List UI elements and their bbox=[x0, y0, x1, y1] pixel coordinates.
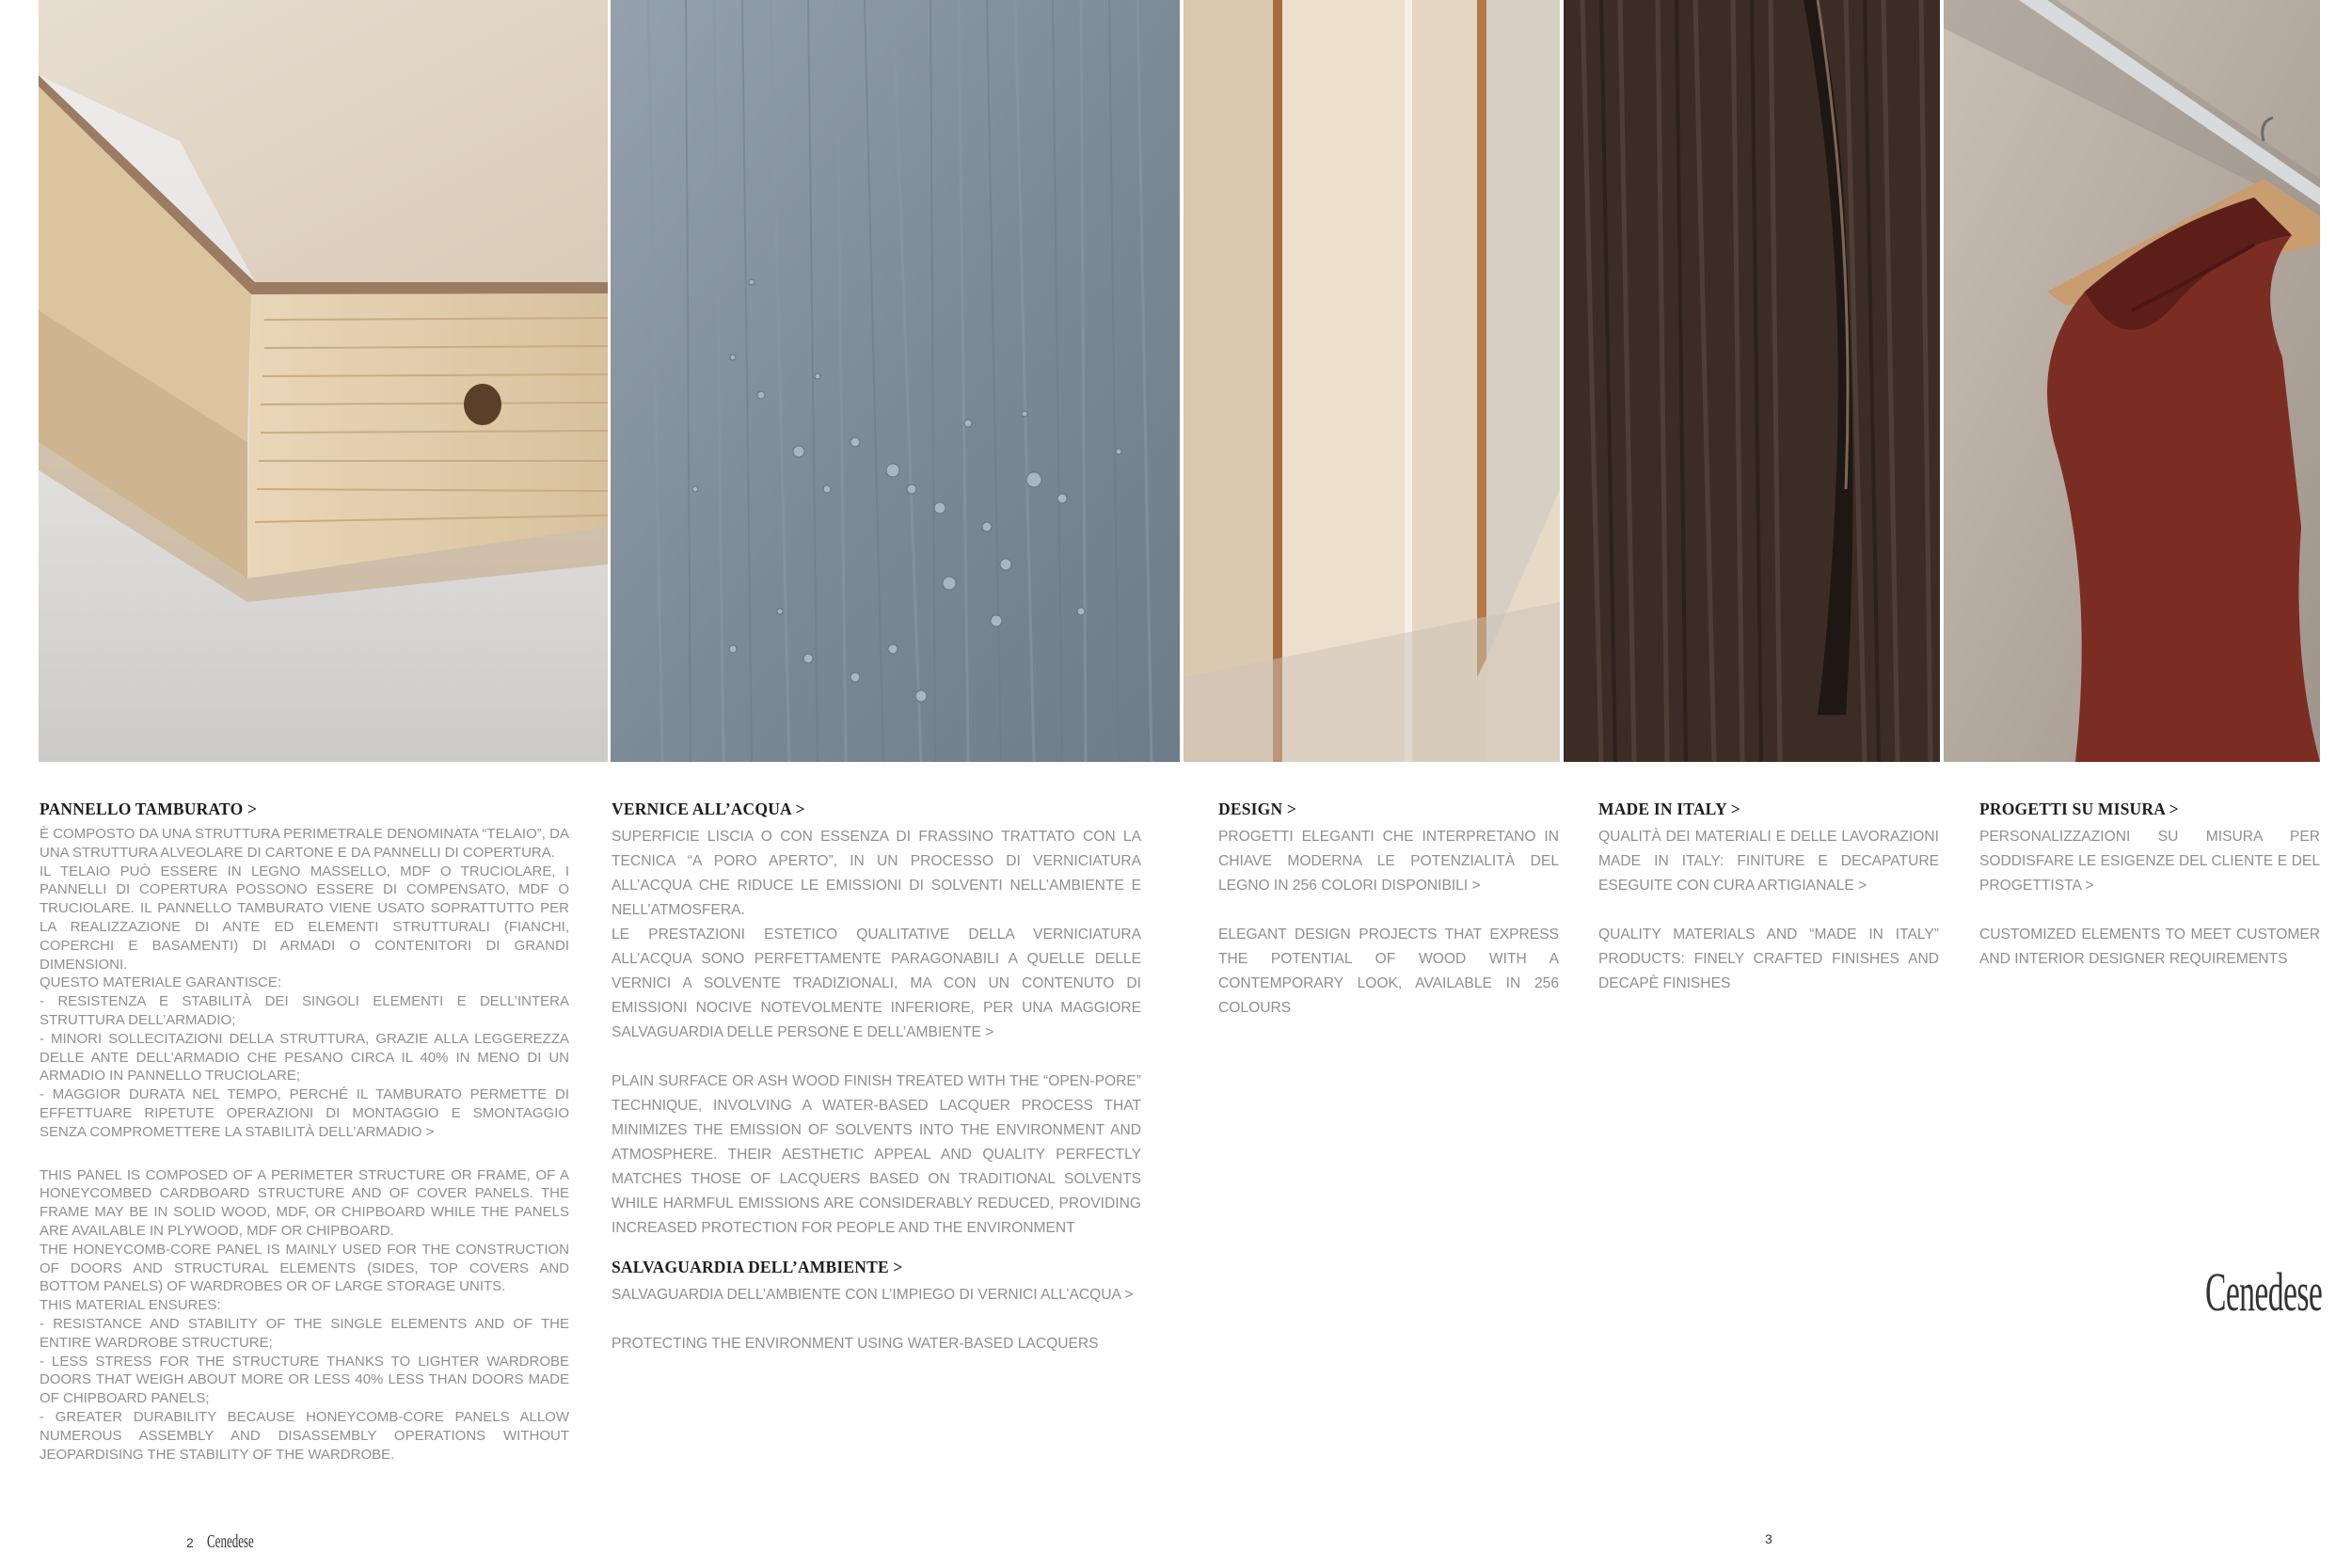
text-vernice-it: SUPERFICIE LISCIA O CON ESSENZA DI FRASSINO TRATTATO CON LA TECNICA “A PORO APERTO”, IN UN PROCESSO DI VERNICIATURA ALL’ACQUA CHE RIDUCE LE EMISSIONI DI SOLVENTI NELL’AMBIENTE E NELL’ATMOSFERA. LE PRESTAZIONI ESTETICO QUALITATIVE DELLA VERNICIATURA ALL’ACQUA SONO PERFETTAMENTE PARAGONABILI A QUELLE DELLE VERNICI A SOLVENTE TRADIZIONALI, MA CON UN CONTENUTO DI EMISSIONI NOCIVE NOTEVOLMENTE INFERIORE, PER UNA MAGGIORE SALVAGUARDIA DELLE PERSONE E DELL’AMBIENTE > bbox=[612, 829, 1141, 1040]
photo-dark-wood-grain bbox=[1564, 0, 1940, 762]
photo-red-dress-hanger bbox=[1944, 0, 2320, 762]
heading-progetti-su-misura: PROGETTI SU MISURA > bbox=[1979, 800, 2179, 818]
text-salvaguardia-it: SALVAGUARDIA DELL’AMBIENTE CON L’IMPIEGO DI VERNICI ALL’ACQUA > bbox=[612, 1287, 1134, 1303]
text-salvaguardia-en: PROTECTING THE ENVIRONMENT USING WATER-BASED LACQUERS bbox=[612, 1336, 1099, 1352]
text-progetti-it: PERSONALIZZAZIONI SU MISURA PER SODDISFARE LE ESIGENZE DEL CLIENTE E DEL PROGETTISTA > bbox=[1979, 829, 2320, 894]
spacer bbox=[1218, 898, 1559, 923]
text-vernice-en: PLAIN SURFACE OR ASH WOOD FINISH TREATED WITH THE “OPEN-PORE” TECHNIQUE, INVOLVING A WATER-BASED LACQUER PROCESS THAT MINIMIZES THE EMISSION OF SOLVENTS INTO THE ENVIRONMENT AND ATMOSPHERE. THEIR AESTHETIC APPEAL AND QUALITY PERFECTLY MATCHES THOSE OF LACQUERS BASED ON TRADITIONAL SOLVENTS WHILE HARMFUL EMISSIONS ARE CONSIDERABLY REDUCED, PROVIDING INCREASED PROTECTION FOR PEOPLE AND THE ENVIRONMENT bbox=[612, 1073, 1141, 1236]
spacer bbox=[612, 1241, 1141, 1258]
text-made-in-italy-it: QUALITÀ DEI MATERIALI E DELLE LAVORAZIONI MADE IN ITALY: FINITURE E DECAPATURE ESEGUITE CON CURA ARTIGIANALE > bbox=[1598, 829, 1939, 894]
photo-wardrobe-doors bbox=[1184, 0, 1560, 762]
column-vernice-acqua bbox=[612, 800, 1141, 1356]
heading-pannello-tamburato: PANNELLO TAMBURATO > bbox=[40, 800, 258, 818]
text-progetti-en: CUSTOMIZED ELEMENTS TO MEET CUSTOMER AND INTERIOR DESIGNER REQUIREMENTS bbox=[1979, 927, 2320, 967]
page-number-right: 3 bbox=[1765, 1531, 1772, 1546]
brand-logo: Cenedese bbox=[2204, 1261, 2322, 1323]
footer-left bbox=[186, 1531, 278, 1553]
text-pannello-it: È COMPOSTO DA UNA STRUTTURA PERIMETRALE DENOMINATA “TELAIO”, DA UNA STRUTTURA ALVEOLARE DI CARTONE E DA PANNELLI DI COPERTURA. IL TELAIO PUÒ ESSERE IN LEGNO MASSELLO, MDF O TRUCIOLARE, I PANNELLI DI COPERTURA POSSONO ESSERE DI COMPENSATO, MDF O TRUCIOLARE. IL PANNELLO TAMBURATO VIENE USATO SOPRATTUTTO PER LA REALIZZAZIONE DI ANTE ED ELEMENTI STRUTTURALI (FIANCHI, COPERCHI E BASAMENTI) DI ARMADI O CONTENITORI DI GRANDI DIMENSIONI. QUESTO MATERIALE GARANTISCE: - RESISTENZA E STABILITÀ DEI SINGOLI ELEMENTI E DELL’INTERA STRUTTURA DELL’ARMADIO; - MINORI SOLLECITAZIONI DELLA STRUTTURA, GRAZIE ALLA LEGGEREZZA DELLE ANTE DELL’ARMADIO CHE PESANO CIRCA IL 40% IN MENO DI UN ARMADIO IN PANNELLO TRUCIOLARE; - MAGGIOR DURATA NEL TEMPO, PERCHÉ IL TAMBURATO PERMETTE DI EFFETTUARE RIPETUTE OPERAZIONI DI MONTAGGIO E SMONTAGGIO SENZA COMPROMETTERE LA STABILITÀ DELL’ARMADIO > bbox=[40, 826, 569, 1140]
photo-lacquer-water-drops bbox=[611, 0, 1180, 762]
text-made-in-italy-en: QUALITY MATERIALS AND “MADE IN ITALY” PRODUCTS: FINELY CRAFTED FINISHES AND DECAPÈ FINISHES bbox=[1598, 927, 1939, 991]
footer-right bbox=[1765, 1531, 1772, 1546]
column-pannello-tamburato bbox=[40, 800, 569, 1464]
footer-brand: Cenedese bbox=[206, 1531, 254, 1552]
photo-panel-edge bbox=[39, 0, 608, 762]
heading-design: DESIGN > bbox=[1218, 800, 1297, 818]
column-design bbox=[1218, 800, 1559, 1021]
spacer bbox=[1979, 898, 2320, 923]
column-progetti-su-misura bbox=[1979, 800, 2320, 972]
spacer bbox=[612, 1045, 1141, 1069]
spacer bbox=[612, 1307, 1141, 1332]
heading-made-in-italy: MADE IN ITALY > bbox=[1598, 800, 1740, 818]
spacer bbox=[1598, 898, 1939, 923]
heading-salvaguardia-ambiente: SALVAGUARDIA DELL’AMBIENTE > bbox=[612, 1258, 903, 1276]
page-number-left: 2 bbox=[186, 1535, 194, 1550]
text-design-it: PROGETTI ELEGANTI CHE INTERPRETANO IN CHIAVE MODERNA LE POTENZIALITÀ DEL LEGNO IN 256 COLORI DISPONIBILI > bbox=[1218, 829, 1559, 894]
heading-vernice-acqua: VERNICE ALL’ACQUA > bbox=[612, 800, 805, 818]
spacer bbox=[40, 1142, 569, 1166]
column-made-in-italy bbox=[1598, 800, 1939, 996]
text-pannello-en: THIS PANEL IS COMPOSED OF A PERIMETER STRUCTURE OR FRAME, OF A HONEYCOMBED CARDBOARD STRUCTURE AND OF COVER PANELS. THE FRAME MAY BE IN SOLID WOOD, MDF, OR CHIPBOARD WHILE THE PANELS ARE AVAILABLE IN PLYWOOD, MDF OR CHIPBOARD. THE HONEYCOMB-CORE PANEL IS MAINLY USED FOR THE CONSTRUCTION OF DOORS AND STRUCTURAL ELEMENTS (SIDES, TOP COVERS AND BOTTOM PANELS) OF WARDROBES OR OF LARGE STORAGE UNITS. THIS MATERIAL ENSURES: - RESISTANCE AND STABILITY OF THE SINGLE ELEMENTS AND OF THE ENTIRE WARDROBE STRUCTURE; - LESS STRESS FOR THE STRUCTURE THANKS TO LIGHTER WARDROBE DOORS THAT WEIGH ABOUT MORE OR LESS 40% LESS THAN DOORS MADE OF CHIPBOARD PANELS; - GREATER DURABILITY BECAUSE HONEYCOMB-CORE PANELS ALLOW NUMEROUS ASSEMBLY AND DISASSEMBLY OPERATIONS WITHOUT JEOPARDISING THE STABILITY OF THE WARDROBE. bbox=[40, 1166, 569, 1463]
text-design-en: ELEGANT DESIGN PROJECTS THAT EXPRESS THE POTENTIAL OF WOOD WITH A CONTEMPORARY LOOK, AVAILABLE IN 256 COLOURS bbox=[1218, 927, 1559, 1016]
